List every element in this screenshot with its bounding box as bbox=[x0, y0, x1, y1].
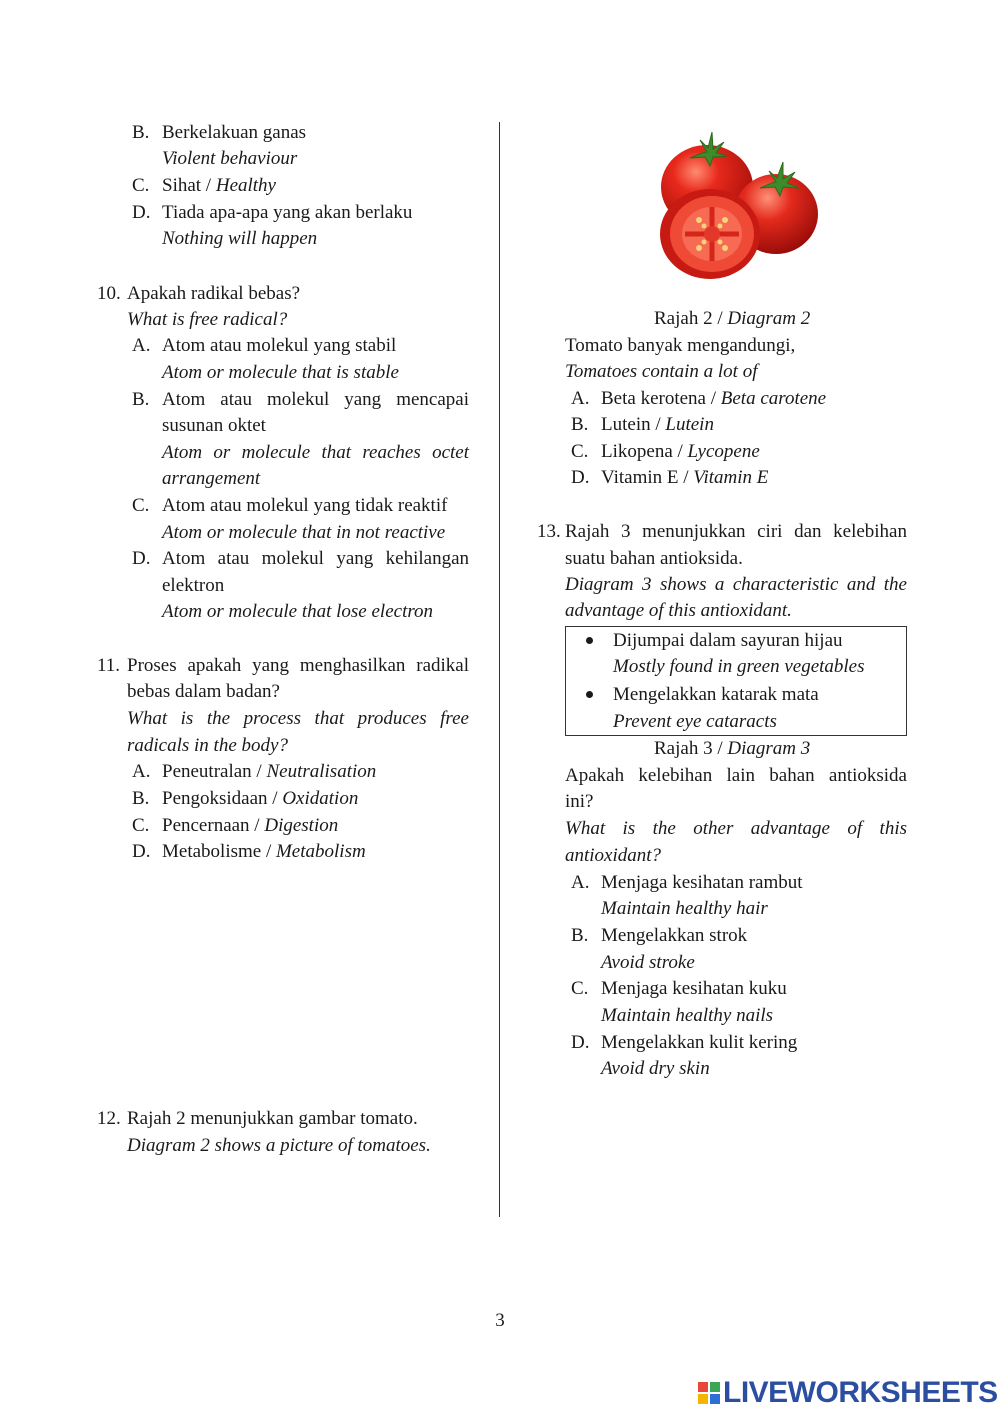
logo-square-yellow bbox=[698, 1394, 708, 1404]
q10-option-c-text: Atom atau molekul yang tidak reaktif bbox=[162, 495, 448, 516]
q10-option-d-translation: Atom or molecule that lose electron bbox=[162, 601, 434, 622]
q12-option-a: Beta kerotena / Beta carotene bbox=[601, 388, 827, 409]
q13-option-c-label: C. bbox=[571, 978, 589, 999]
q13-option-b-label: B. bbox=[571, 925, 589, 946]
page-number: 3 bbox=[495, 1310, 505, 1331]
liveworksheets-logo[interactable] bbox=[698, 1376, 998, 1410]
q11-question-translation-line1: What is the process that produces free bbox=[127, 708, 469, 729]
q12-option-b-label: B. bbox=[571, 414, 589, 435]
q13-question-translation-line2: antioxidant? bbox=[565, 845, 662, 866]
q13-option-c-translation: Maintain healthy nails bbox=[601, 1005, 774, 1026]
q12-stem: Tomato banyak mengandungi, bbox=[565, 335, 796, 356]
q10-option-d-label: D. bbox=[132, 548, 151, 569]
q9-option-d-text: Tiada apa-apa yang akan berlaku bbox=[162, 202, 413, 223]
q10-option-d-text-line1: Atom atau molekul yang kehilangan bbox=[162, 548, 469, 569]
q10-option-b-translation-line2: arrangement bbox=[162, 468, 261, 489]
diagram-3-point-1-translation: Mostly found in green vegetables bbox=[613, 656, 865, 677]
tomato-half bbox=[660, 189, 760, 279]
q11-option-c-label: C. bbox=[132, 815, 150, 836]
q13-question-line2: ini? bbox=[565, 791, 594, 812]
q13-option-d-text: Mengelakkan kulit kering bbox=[601, 1032, 798, 1053]
q9-option-c-label: C. bbox=[132, 175, 150, 196]
q11-question-line1: Proses apakah yang menghasilkan radikal bbox=[127, 655, 469, 676]
q13-number: 13. bbox=[537, 521, 561, 542]
diagram-3-caption: Rajah 3 / Diagram 3 bbox=[654, 738, 811, 759]
tomato-image bbox=[652, 122, 830, 290]
q10-option-b-label: B. bbox=[132, 389, 150, 410]
q13-option-b-text: Mengelakkan strok bbox=[601, 925, 748, 946]
bullet-icon bbox=[586, 637, 593, 644]
q11-option-c: Pencernaan / Digestion bbox=[162, 815, 339, 836]
q11-option-b-label: B. bbox=[132, 788, 150, 809]
diagram-3-point-1: Dijumpai dalam sayuran hijau bbox=[613, 630, 843, 651]
q10-option-d-text-line2: elektron bbox=[162, 575, 225, 596]
q12-option-b: Lutein / Lutein bbox=[601, 414, 714, 435]
q13-option-d-label: D. bbox=[571, 1032, 590, 1053]
column-divider bbox=[499, 122, 500, 1217]
q9-option-b-translation: Violent behaviour bbox=[162, 148, 298, 169]
q10-option-c-translation: Atom or molecule that in not reactive bbox=[162, 522, 446, 543]
q11-number: 11. bbox=[97, 655, 121, 676]
q12-stem-translation: Tomatoes contain a lot of bbox=[565, 361, 758, 382]
q12-option-c-label: C. bbox=[571, 441, 589, 462]
q10-question-translation: What is free radical? bbox=[127, 309, 288, 330]
q10-option-a-label: A. bbox=[132, 335, 151, 356]
q13-question-translation-line1: What is the other advantage of this bbox=[565, 818, 907, 839]
q12-option-a-label: A. bbox=[571, 388, 590, 409]
q10-option-b-translation-line1: Atom or molecule that reaches octet bbox=[162, 442, 469, 463]
q12-option-d: Vitamin E / Vitamin E bbox=[601, 467, 769, 488]
q12-question-translation: Diagram 2 shows a picture of tomatoes. bbox=[127, 1135, 431, 1156]
q13-intro-translation-line1: Diagram 3 shows a characteristic and the bbox=[565, 574, 907, 595]
liveworksheets-logo-icon bbox=[698, 1382, 720, 1404]
q11-option-a: Peneutralan / Neutralisation bbox=[162, 761, 377, 782]
q9-option-d-translation: Nothing will happen bbox=[162, 228, 318, 249]
q10-option-a-text: Atom atau molekul yang stabil bbox=[162, 335, 397, 356]
q13-question-line1: Apakah kelebihan lain bahan antioksida bbox=[565, 765, 907, 786]
q13-option-a-translation: Maintain healthy hair bbox=[601, 898, 768, 919]
q10-option-c-label: C. bbox=[132, 495, 150, 516]
q11-question-translation-line2: radicals in the body? bbox=[127, 735, 288, 756]
q10-option-b-text-line1: Atom atau molekul yang mencapai bbox=[162, 389, 469, 410]
bullet-icon bbox=[586, 691, 593, 698]
q12-question: Rajah 2 menunjukkan gambar tomato. bbox=[127, 1108, 418, 1129]
q10-question: Apakah radikal bebas? bbox=[127, 283, 301, 304]
q12-option-d-label: D. bbox=[571, 467, 590, 488]
q9-option-d-label: D. bbox=[132, 202, 151, 223]
q11-question-line2: bebas dalam badan? bbox=[127, 681, 280, 702]
q10-option-b-text-line2: susunan oktet bbox=[162, 415, 266, 436]
logo-square-green bbox=[710, 1382, 720, 1392]
q12-number: 12. bbox=[97, 1108, 121, 1129]
q13-intro-line2: suatu bahan antioksida. bbox=[565, 548, 743, 569]
q11-option-d: Metabolisme / Metabolism bbox=[162, 841, 366, 862]
q9-option-c: Sihat / Healthy bbox=[162, 175, 276, 196]
q13-option-b-translation: Avoid stroke bbox=[601, 952, 695, 973]
q13-option-c-text: Menjaga kesihatan kuku bbox=[601, 978, 787, 999]
diagram-3-point-2: Mengelakkan katarak mata bbox=[613, 684, 819, 705]
q9-option-b-label: B. bbox=[132, 122, 150, 143]
diagram-2-caption: Rajah 2 / Diagram 2 bbox=[654, 308, 811, 329]
q13-option-a-text: Menjaga kesihatan rambut bbox=[601, 872, 803, 893]
logo-square-red bbox=[698, 1382, 708, 1392]
q10-number: 10. bbox=[97, 283, 121, 304]
q13-intro-line1: Rajah 3 menunjukkan ciri dan kelebihan bbox=[565, 521, 907, 542]
q13-intro-translation-line2: advantage of this antioxidant. bbox=[565, 600, 792, 621]
q11-option-a-label: A. bbox=[132, 761, 151, 782]
q11-option-d-label: D. bbox=[132, 841, 151, 862]
diagram-3-point-2-translation: Prevent eye cataracts bbox=[613, 711, 777, 732]
q10-option-a-translation: Atom or molecule that is stable bbox=[162, 362, 399, 383]
q11-option-b: Pengoksidaan / Oxidation bbox=[162, 788, 359, 809]
q13-option-d-translation: Avoid dry skin bbox=[601, 1058, 710, 1079]
logo-square-blue bbox=[710, 1394, 720, 1404]
liveworksheets-logo-text: LIVEWORKSHEETS bbox=[723, 1376, 998, 1409]
q13-option-a-label: A. bbox=[571, 872, 590, 893]
q12-option-c: Likopena / Lycopene bbox=[601, 441, 760, 462]
q9-option-b-text: Berkelakuan ganas bbox=[162, 122, 307, 143]
